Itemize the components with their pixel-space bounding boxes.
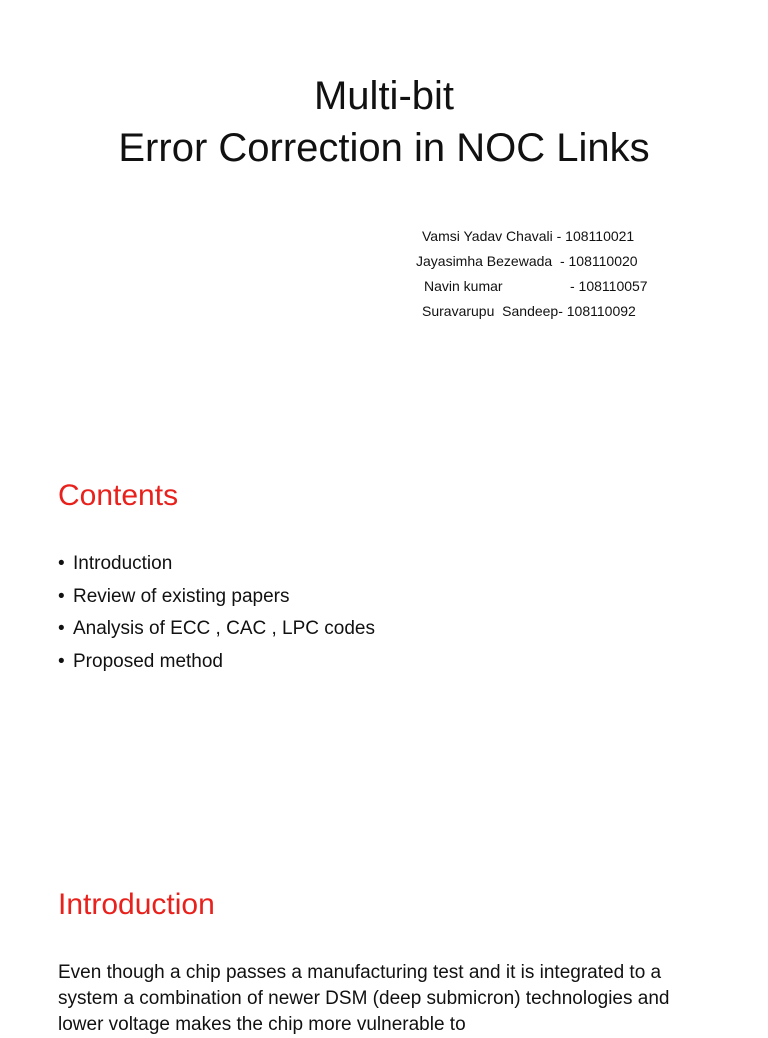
author-row [400, 274, 700, 299]
list-item-text: Review of existing papers [73, 585, 290, 607]
contents-list [58, 548, 375, 678]
author-name: Vamsi Yadav Chavali [422, 228, 553, 244]
list-item [58, 548, 375, 581]
author-row [400, 299, 700, 324]
bullet-icon: • [58, 618, 65, 639]
author-name: Navin kumar [424, 278, 503, 294]
author-id: - 108110057 [570, 278, 648, 294]
list-item [58, 646, 375, 679]
author-list [400, 224, 700, 324]
title-slide [0, 0, 768, 430]
slide-title-line-2: Error Correction in NOC Links [118, 126, 650, 170]
list-item [58, 613, 375, 646]
bullet-icon: • [58, 585, 65, 607]
contents-heading: Contents [58, 479, 179, 512]
list-item-text: Proposed method [73, 650, 223, 672]
author-name: Suravarupu Sandeep [422, 303, 559, 319]
author-id: - 108110021 [556, 228, 635, 244]
author-name: Jayasimha Bezewada [416, 253, 560, 269]
bullet-icon: • [58, 650, 65, 672]
introduction-paragraph: Even though a chip passes a manufacturing test and it is integrated to a system a combination of newer DSM (deep submicron) technologies and lower voltage makes the chip more vulnerable to [58, 962, 670, 1035]
author-row [400, 249, 700, 274]
author-id: - 108110020 [559, 253, 638, 269]
list-item-text: Introduction [73, 553, 173, 574]
slide-title-line-1: Multi-bit [313, 74, 455, 118]
bullet-icon: • [58, 553, 65, 574]
introduction-slide [0, 860, 768, 1035]
list-item-text: Analysis of ECC , CAC , LPC codes [73, 618, 375, 639]
list-item [58, 581, 375, 614]
introduction-heading: Introduction [58, 888, 215, 921]
author-id: - 108110092 [558, 303, 636, 319]
author-row [400, 224, 700, 249]
contents-slide [0, 430, 768, 860]
